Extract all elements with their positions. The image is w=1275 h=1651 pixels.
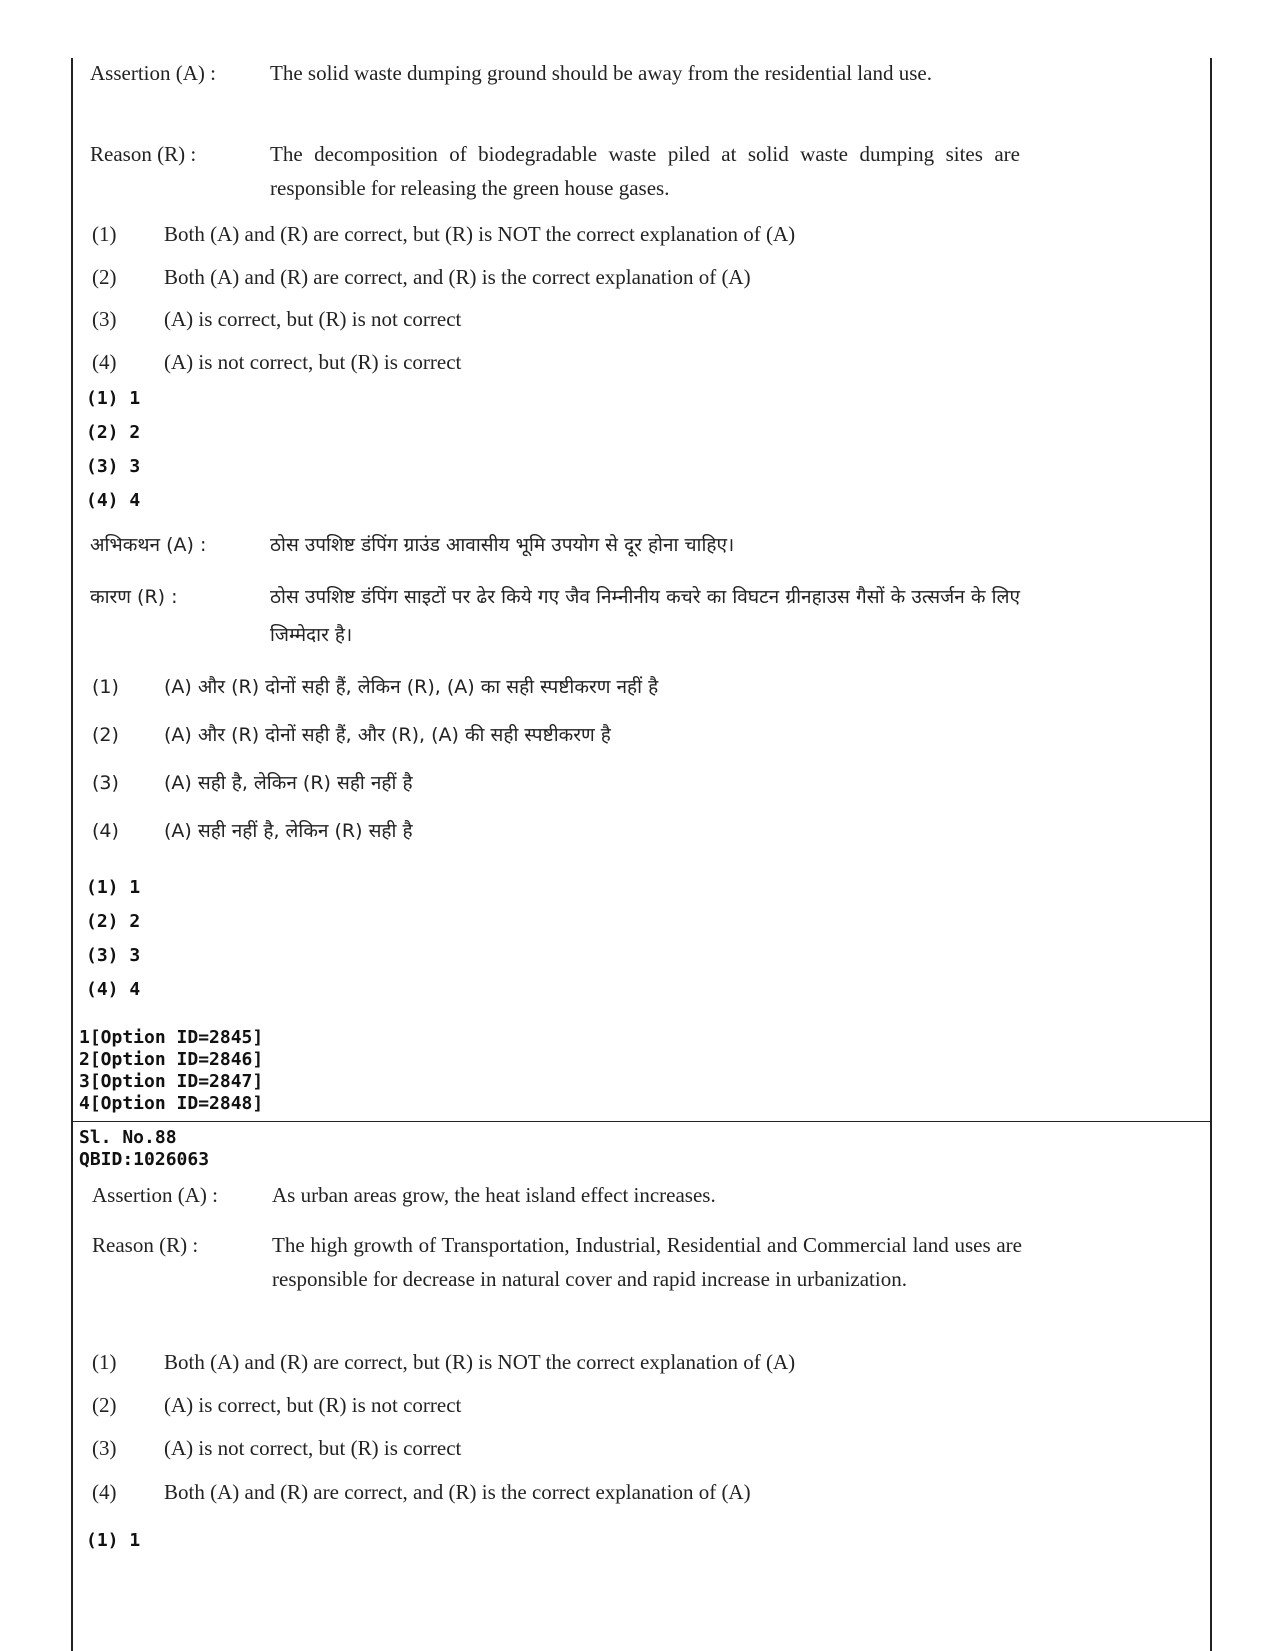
assertion-label: Assertion (A) : (92, 1183, 218, 1207)
option-text: Both (A) and (R) are correct, and (R) is the correct explanation of (A) (164, 1480, 751, 1504)
q88-option-en-3 (92, 1431, 461, 1465)
right-border (1210, 58, 1212, 1651)
q87-assertion-hi (90, 528, 1020, 568)
q88-answer-en-1: (1) 1 (86, 1530, 141, 1551)
qbid: QBID:1026063 (79, 1149, 210, 1170)
option-number: (2) (92, 1393, 117, 1417)
q87-answer-hi-1: (1) 1 (86, 877, 141, 898)
q87-option-hi-4 (92, 814, 413, 848)
q88-option-en-2 (92, 1388, 461, 1422)
option-number: (3) (92, 307, 117, 331)
option-number: (1) (92, 222, 117, 246)
q87-option-hi-2 (92, 718, 611, 752)
option-text: Both (A) and (R) are correct, and (R) is the correct explanation of (A) (164, 265, 751, 289)
option-id-4: 4[Option ID=2848] (79, 1093, 264, 1114)
q88-option-en-1 (92, 1345, 795, 1379)
option-text: (A) is correct, but (R) is not correct (164, 307, 462, 331)
left-border (71, 58, 73, 1651)
option-number: (4) (92, 1480, 117, 1504)
option-text: (A) और (R) दोनों सही हैं, और (R), (A) की सही स्पष्टीकरण है (164, 724, 611, 746)
q87-answer-en-2: (2) 2 (86, 422, 141, 443)
q87-reason-en (90, 137, 1020, 207)
option-text: (A) is correct, but (R) is not correct (164, 1393, 462, 1417)
q87-answer-en-1: (1) 1 (86, 388, 141, 409)
option-text: (A) सही है, लेकिन (R) सही नहीं है (164, 772, 413, 794)
option-number: (4) (92, 820, 119, 842)
option-text: (A) is not correct, but (R) is correct (164, 1436, 462, 1460)
reason-text: The high growth of Transportation, Industrial, Residential and Commercial land uses are responsible for decrease in natural cover and rapid increase in urbanization. (272, 1233, 1022, 1291)
reason-text: ठोस उपशिष्ट डंपिंग साइटों पर ढेर किये गए जैव निम्नीनीय कचरे का विघटन ग्रीनहाउस गैसों के उत्सर्जन के लिए जिम्मेदार है। (270, 586, 1020, 646)
question-divider (71, 1121, 1212, 1122)
reason-label: Reason (R) : (90, 142, 197, 166)
assertion-text: The solid waste dumping ground should be away from the residential land use. (270, 61, 932, 85)
assertion-text: As urban areas grow, the heat island effect increases. (272, 1183, 716, 1207)
option-id-2: 2[Option ID=2846] (79, 1049, 264, 1070)
q88-option-en-4 (92, 1475, 751, 1509)
q87-option-en-2 (92, 260, 751, 294)
q88-assertion-en (92, 1178, 1022, 1214)
q87-answer-hi-3: (3) 3 (86, 945, 141, 966)
q87-answer-en-4: (4) 4 (86, 490, 141, 511)
assertion-label: Assertion (A) : (90, 61, 216, 85)
option-number: (1) (92, 1350, 117, 1374)
option-number: (3) (92, 1436, 117, 1460)
option-number: (1) (92, 676, 119, 698)
q87-option-hi-3 (92, 766, 413, 800)
option-text: (A) सही नहीं है, लेकिन (R) सही है (164, 820, 413, 842)
assertion-text: ठोस उपशिष्ट डंपिंग ग्राउंड आवासीय भूमि उपयोग से दूर होना चाहिए। (270, 534, 735, 556)
option-text: (A) और (R) दोनों सही हैं, लेकिन (R), (A) का सही स्पष्टीकरण नहीं है (164, 676, 659, 698)
option-id-3: 3[Option ID=2847] (79, 1071, 264, 1092)
option-number: (4) (92, 350, 117, 374)
option-text: Both (A) and (R) are correct, but (R) is NOT the correct explanation of (A) (164, 222, 796, 246)
q87-assertion-en (90, 56, 1020, 126)
q87-option-en-4 (92, 345, 461, 379)
q87-answer-en-3: (3) 3 (86, 456, 141, 477)
q87-option-en-3 (92, 302, 461, 336)
reason-label: Reason (R) : (92, 1233, 199, 1257)
q87-answer-hi-2: (2) 2 (86, 911, 141, 932)
option-id-1: 1[Option ID=2845] (79, 1027, 264, 1048)
q87-option-hi-1 (92, 670, 658, 704)
reason-label: कारण (R) : (90, 586, 178, 608)
q88-reason-en (92, 1228, 1022, 1332)
option-number: (3) (92, 772, 119, 794)
option-text: Both (A) and (R) are correct, but (R) is NOT the correct explanation of (A) (164, 1350, 796, 1374)
q87-answer-hi-4: (4) 4 (86, 979, 141, 1000)
assertion-label: अभिकथन (A) : (90, 534, 207, 556)
option-number: (2) (92, 265, 117, 289)
option-text: (A) is not correct, but (R) is correct (164, 350, 462, 374)
reason-text: The decomposition of biodegradable waste piled at solid waste dumping sites are responsible for releasing the green house gases. (270, 142, 1020, 200)
serial-number: Sl. No.88 (79, 1127, 177, 1148)
q87-reason-hi (90, 578, 1020, 658)
q87-option-en-1 (92, 217, 795, 251)
option-number: (2) (92, 724, 119, 746)
